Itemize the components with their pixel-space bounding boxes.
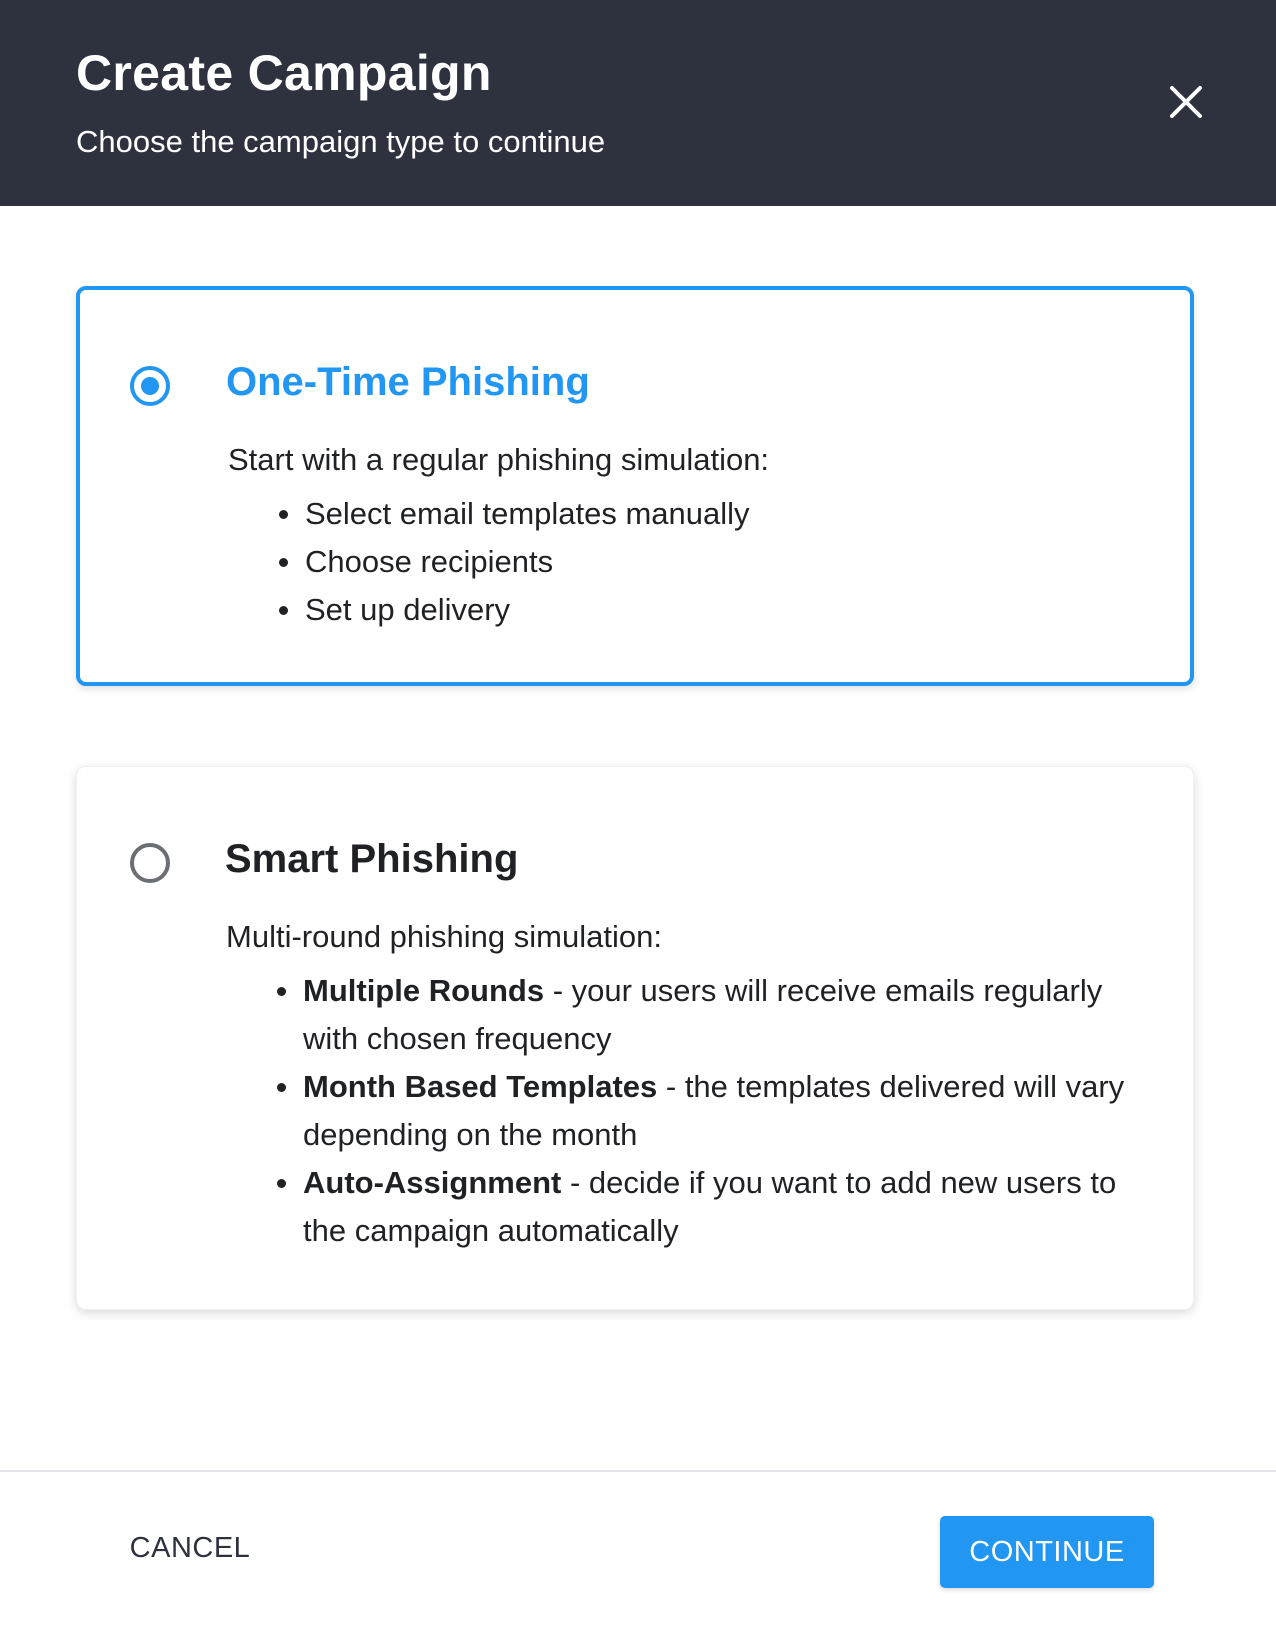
- list-item: Choose recipients: [305, 538, 1165, 586]
- feature-list: [303, 967, 1163, 1255]
- list-item: Set up delivery: [305, 586, 1165, 634]
- option-title: One-Time Phishing: [226, 360, 590, 404]
- option-card-smart-phishing[interactable]: [76, 766, 1194, 1310]
- radio-button-smart-phishing[interactable]: [130, 843, 170, 883]
- cancel-button[interactable]: CANCEL: [129, 1531, 251, 1564]
- list-item: Auto-Assignment - decide if you want to add new users to the campaign automatically: [303, 1159, 1163, 1255]
- dialog-subtitle: Choose the campaign type to continue: [76, 124, 606, 159]
- dialog-header: [0, 0, 1276, 206]
- option-description: Multi-round phishing simulation:: [226, 919, 662, 954]
- continue-button[interactable]: CONTINUE: [940, 1516, 1154, 1588]
- option-card-one-time-phishing[interactable]: [76, 286, 1194, 686]
- list-item: Multiple Rounds - your users will receive emails regularly with chosen frequency: [303, 967, 1163, 1063]
- list-item: Select email templates manually: [305, 490, 1165, 538]
- list-item: Month Based Templates - the templates delivered will vary depending on the month: [303, 1063, 1163, 1159]
- dialog-footer: [0, 1470, 1276, 1640]
- dialog-title: Create Campaign: [76, 45, 492, 101]
- close-button[interactable]: [1166, 82, 1206, 122]
- close-icon: [1166, 82, 1206, 122]
- feature-list: [305, 490, 1165, 634]
- option-description: Start with a regular phishing simulation:: [228, 442, 770, 477]
- option-title: Smart Phishing: [225, 837, 519, 881]
- radio-button-one-time-phishing[interactable]: [130, 366, 170, 406]
